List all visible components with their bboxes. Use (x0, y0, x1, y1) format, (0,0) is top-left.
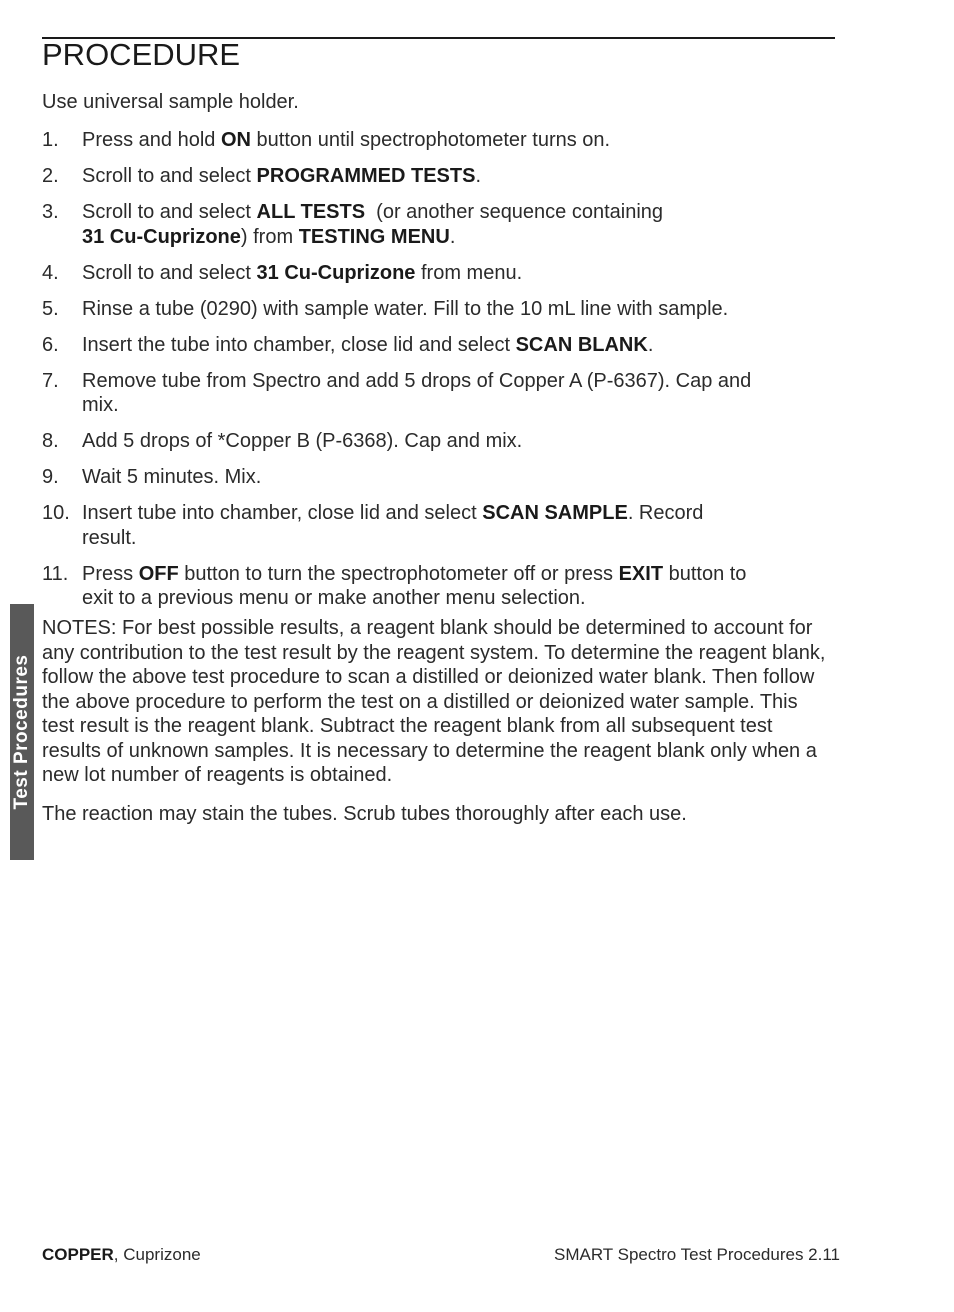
step-number: 8. (42, 430, 59, 452)
step-text-run: (or another sequence containing (365, 201, 664, 223)
step-text (82, 465, 832, 490)
step-text-run: . (449, 225, 456, 248)
step-text (82, 333, 832, 358)
step-text-run: Insert the tube into chamber, close lid and select (82, 333, 516, 356)
step-item (42, 200, 832, 249)
step-text-run: mix. (82, 394, 119, 416)
step-keyword: 31 Cu-Cuprizone (256, 261, 416, 284)
step-text (82, 429, 832, 454)
step-text-run: Press and hold (82, 129, 221, 151)
step-text-run: Wait 5 minutes. Mix. (82, 466, 262, 488)
step-text-run: Press (82, 562, 139, 585)
step-number: 1. (42, 129, 59, 151)
procedure-steps (42, 128, 832, 622)
step-text (82, 128, 832, 153)
step-text-run: button to (663, 562, 747, 585)
step-item (42, 465, 832, 490)
step-text (82, 200, 832, 249)
step-text-run: Scroll to and select (82, 201, 257, 223)
step-item (42, 297, 832, 322)
step-keyword: PROGRAMMED TESTS (256, 165, 476, 187)
step-text-run: Remove tube from Spectro and add 5 drops of Copper A (P-6367). Cap and (82, 369, 752, 392)
step-text (82, 261, 832, 286)
step-text-run: Insert tube into chamber, close lid and select (82, 502, 483, 524)
step-keyword: OFF (138, 562, 179, 585)
intro-text: Use universal sample holder. (42, 91, 299, 113)
step-text-run: Scroll to and select (82, 165, 257, 187)
step-number: 5. (42, 297, 59, 320)
step-text-run: Rinse a tube (0290) with sample water. Fill to the 10 mL line with sample. (82, 297, 729, 320)
step-number: 2. (42, 165, 59, 187)
step-item (42, 562, 832, 611)
step-keyword: ALL TESTS (256, 201, 366, 223)
footer-left (42, 1245, 201, 1265)
step-keyword: SCAN SAMPLE (482, 502, 628, 524)
notes-paragraph: NOTES: For best possible results, a reagent blank should be determined to account for any contribution to the test result by the reagent system. To determine the reagent blank, follow the above test procedure to scan a distilled or deionized water blank. Then follow the above procedure to perform the test on a distilled or deionized water sample. This test result is the reagent blank. Subtract the reagent blank from all subsequent test results of unknown samples. It is necessary to determine the reagent blank only when a new lot number of reagents is obtained. (42, 617, 826, 786)
footer-right: SMART Spectro Test Procedures 2.11 (554, 1245, 840, 1264)
notes-paragraph: The reaction may stain the tubes. Scrub tubes thoroughly after each use. (42, 802, 687, 825)
step-text-run: . (647, 333, 654, 356)
step-text-run: button to turn the spectrophotometer off or press (178, 562, 619, 585)
notes-section (42, 616, 832, 840)
step-item (42, 501, 832, 550)
step-item (42, 164, 832, 189)
step-text (82, 369, 832, 418)
step-text-run: . Record (627, 502, 704, 524)
step-number: 3. (42, 201, 59, 223)
step-text-run: button until spectrophotometer turns on. (250, 129, 611, 151)
step-item (42, 369, 832, 418)
step-text-run: exit to a previous menu or make another menu selection. (82, 587, 586, 609)
step-text-run: Add 5 drops of *Copper B (P-6368). Cap and mix. (82, 430, 523, 452)
step-text-run: . (475, 165, 481, 187)
step-text (82, 562, 832, 611)
step-keyword: TESTING MENU (298, 225, 450, 248)
page-title: PROCEDURE (42, 37, 241, 72)
step-number: 10. (42, 502, 70, 524)
step-item (42, 261, 832, 286)
step-number: 11. (42, 562, 69, 585)
step-keyword: 31 Cu-Cuprizone (82, 225, 241, 248)
step-text (82, 297, 832, 322)
step-number: 7. (42, 369, 59, 392)
side-tab-label: Test Procedures (11, 654, 32, 810)
step-item (42, 429, 832, 454)
footer-method: , Cuprizone (113, 1245, 201, 1264)
step-text (82, 164, 832, 189)
step-text-run: from menu. (415, 261, 523, 284)
side-tab (10, 604, 34, 860)
step-text-run: ) from (240, 225, 299, 248)
step-number: 6. (42, 333, 59, 356)
step-number: 4. (42, 261, 59, 284)
step-keyword: SCAN BLANK (515, 333, 648, 356)
footer-test-name: COPPER (42, 1245, 114, 1264)
step-text (82, 501, 832, 550)
step-item (42, 128, 832, 153)
step-keyword: ON (220, 129, 251, 151)
step-text-run: Scroll to and select (82, 261, 257, 284)
step-number: 9. (42, 466, 59, 488)
step-keyword: EXIT (618, 562, 664, 585)
step-item (42, 333, 832, 358)
step-text-run: result. (82, 526, 137, 549)
